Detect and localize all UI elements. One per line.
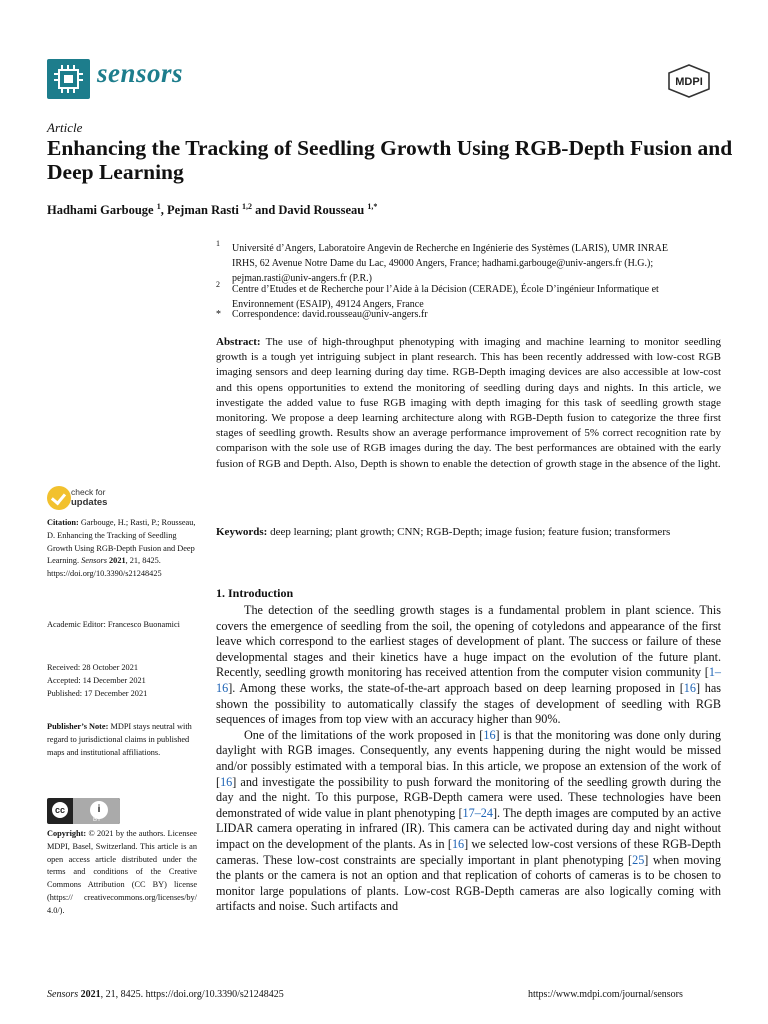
journal-name[interactable]: sensors bbox=[97, 58, 184, 88]
affiliation-mark: * bbox=[216, 309, 221, 320]
abstract bbox=[216, 335, 721, 472]
footer-url[interactable]: https://www.mdpi.com/journal/sensors bbox=[528, 989, 683, 1000]
affiliation-mark: 1 bbox=[216, 239, 220, 248]
cc-icon: cc bbox=[51, 801, 69, 819]
author-name: David Rousseau bbox=[278, 203, 365, 218]
citation: Citation: Garbouge, H.; Rasti, P.; Rousseau, D. Enhancing the Tracking of Seedling Growth Using RGB-Depth Fusion and Deep Learning. Sensors 2021, 21, 8425. https://doi.org/10.3390/s21248425 bbox=[47, 518, 196, 579]
keywords-text: deep learning; plant growth; CNN; RGB-Depth; image fusion; feature fusion; transformers bbox=[270, 526, 671, 538]
author-name: Hadhami Garbouge bbox=[47, 203, 154, 218]
mdpi-logo-text: MDPI bbox=[675, 76, 703, 88]
author-affiliation-mark: 1,* bbox=[367, 202, 378, 211]
citation-link[interactable]: 25 bbox=[632, 852, 645, 867]
paragraph: One of the limitations of the work proposed in [16] is that the monitoring was done only during daylight with RGB images. Consequently, any events happening during the night would be missed and/or possibly estimated with a temporal bias. In this article, we propose an extension of the work of [16] and investigate the possibility to push forward the monitoring of the seedling growth during the day and the night. To this purpose, RGB-Depth camera were used. These technologies have been demonstrated of wide value in plant phenotyping [17–24]. The depth images are computed by an active LIDAR camera operating in infrared (IR). This camera can be activated during day and night without impact on the development of the plants. As in [16] we selected low-cost versions of these RGB-Depth cameras. These low-cost constraints are specially important in plant phenotyping [25] when moving the plants or the camera is not an option and that replication of cohorts of cameras is to be chosen to monitor large populations of plants. Low-cost RGB-Depth cameras are also logically coming with artifacts and noise. Such artifacts and bbox=[216, 727, 721, 914]
citation-link[interactable]: 16 bbox=[483, 727, 496, 742]
affiliation-2: Centre d’Etudes et de Recherche pour l’Aide à la Décision (CERADE), École D’ingénieur Informatique et Environnement (ESAIP), 49124 Angers, France bbox=[232, 284, 659, 310]
abstract-text: The use of high-throughput phenotyping with imaging and machine learning to monitor seedling growth is a tough yet intriguing subject in plant research. This has been recently addressed with low-cost RGB imaging sensors and deep learning during day time. RGB-Depth imaging devices are also accessible at low-cost and this opens opportunities to extend the monitoring of seedling during days and nights. In this article, we investigate the added value to fuse RGB imaging with depth imaging for this task of seedling growth stage monitoring. We propose a deep learning architecture along with RGB-Depth fusion to categorize the three first stages of seedling growth. Results show an average performance improvement of 5% correct recognition rate by comparison with the sole use of RGB images during the day. The best performances are obtained with the early fusion of RGB and Depth. Also, Depth is shown to enable the detection of growth stage in the absence of the light. bbox=[216, 336, 721, 470]
accepted-date: Accepted: 14 December 2021 bbox=[47, 675, 146, 685]
published-date: Published: 17 December 2021 bbox=[47, 688, 148, 698]
academic-editor: Academic Editor: Francesco Buonamici bbox=[47, 620, 180, 629]
check-for-updates-button[interactable]: check for updates bbox=[47, 486, 167, 512]
author-name: Pejman Rasti bbox=[167, 203, 239, 218]
citation-link[interactable]: 16 bbox=[683, 680, 696, 695]
author-affiliation-mark: 1,2 bbox=[242, 202, 252, 211]
keywords bbox=[216, 526, 726, 538]
copyright: Copyright: © 2021 by the authors. Licensee MDPI, Basel, Switzerland. This article is an open access article distributed under the terms and conditions of the Creative Commons Attribution (CC BY) license (https:// creativecommons.org/licenses/by/ 4.0/). bbox=[47, 829, 197, 915]
footer-citation: Sensors 2021, 21, 8425. https://doi.org/10.3390/s21248425 bbox=[47, 989, 284, 1000]
paragraph: The detection of the seedling growth stages is a fundamental problem in plant science. This covers the emergence of seedling from the soil, the opening of cotyledons and appearance of the first leave which correspond to the earliest stages of development of plant. The success or failure of these developmental stages and their kinetics have a huge impact on the evolution of the future plant. Recently, seedling growth monitoring has received attention from the computer vision community [1–16]. Among these works, the state-of-the-art approach based on deep learning proposed in [16] has shown the possibility to automatically classify the stages of development of seedling with RGB sequences of images from top view with an accuracy higher than 90%. bbox=[216, 603, 721, 727]
page-title: Enhancing the Tracking of Seedling Growth Using RGB-Depth Fusion and Deep Learning bbox=[47, 136, 733, 184]
citation-link[interactable]: 17–24 bbox=[462, 805, 493, 820]
citation-link[interactable]: 16 bbox=[451, 836, 465, 851]
check-icon bbox=[47, 486, 71, 510]
journal-logo-icon bbox=[47, 59, 90, 99]
body-text bbox=[216, 603, 721, 915]
received-date: Received: 28 October 2021 bbox=[47, 663, 139, 672]
correspondence: Correspondence: david.rousseau@univ-angers.fr bbox=[232, 309, 428, 320]
mdpi-logo-icon[interactable] bbox=[667, 64, 711, 98]
attribution-icon: i bbox=[90, 801, 108, 819]
section-heading: 1. Introduction bbox=[216, 586, 294, 600]
abstract-label: Abstract: bbox=[216, 336, 261, 348]
keywords-label: Keywords: bbox=[216, 526, 268, 538]
author-affiliation-mark: 1 bbox=[156, 202, 161, 211]
author-list: Hadhami Garbouge $^1$, Pejman Rasti $^{1,2}$ and David Rousseau $^{1,*}$ bbox=[47, 202, 378, 218]
cc-by-license-badge[interactable]: cc i BY bbox=[47, 798, 120, 824]
dates bbox=[47, 662, 197, 700]
article-type: Article bbox=[47, 120, 83, 135]
affiliation-1: Université d’Angers, Laboratoire Angevin de Recherche en Ingénierie des Systèmes (LARIS), UMR INRAE IRHS, 62 Avenue Notre Dame du Lac, 49000 Angers, France; hadhami.garbouge@univ-angers.fr (H.G.); pejman.rasti@univ-angers.fr (P.R.) bbox=[232, 243, 668, 284]
affiliation-mark: 2 bbox=[216, 280, 220, 289]
publisher-note: Publisher’s Note: MDPI stays neutral with regard to jurisdictional claims in published maps and institutional affiliations. bbox=[47, 722, 192, 757]
citation-link[interactable]: 16 bbox=[220, 774, 233, 789]
citation-link[interactable]: 1–16 bbox=[216, 665, 721, 695]
